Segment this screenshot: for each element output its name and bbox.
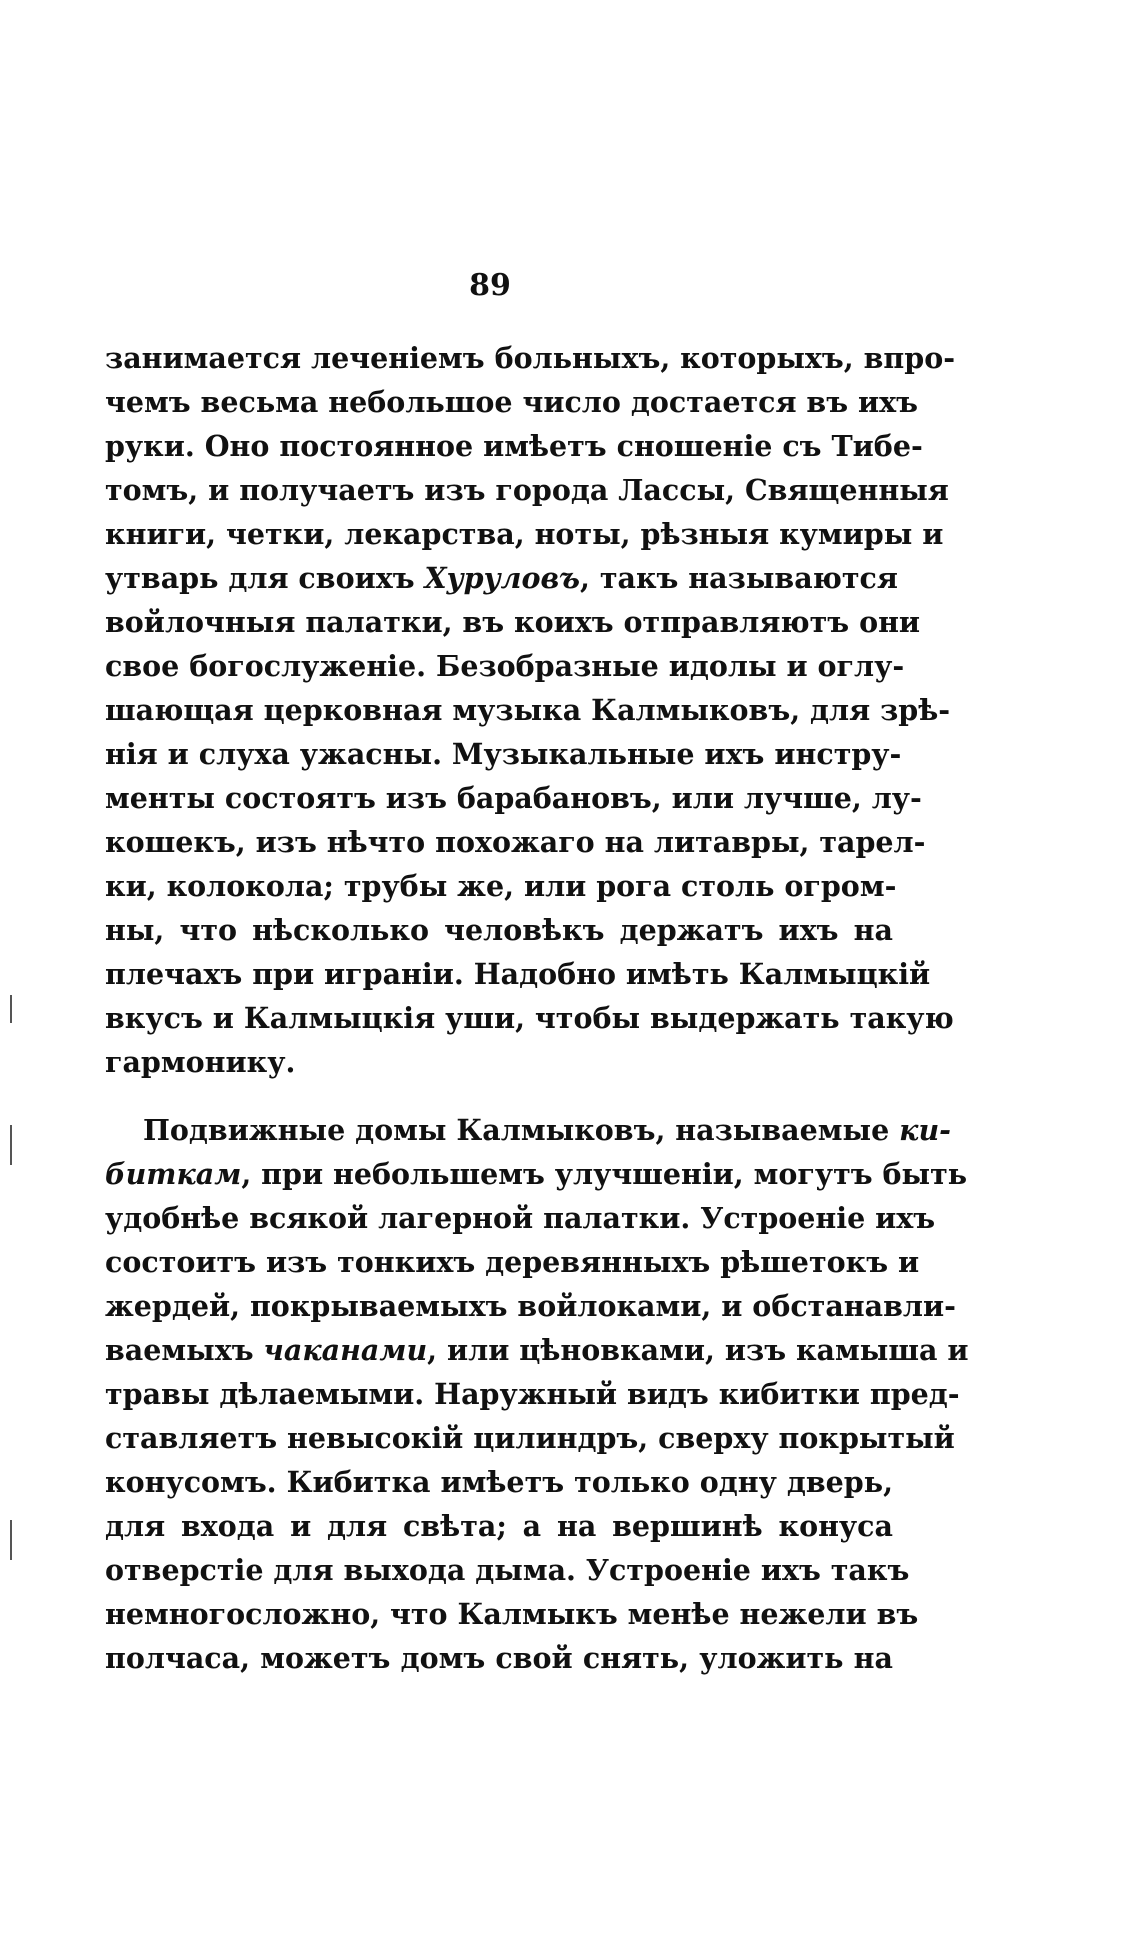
text-line: для входа и для свѣта; а на вершинѣ конуса [105, 1509, 893, 1543]
text-segment: ваемыхъ [105, 1333, 264, 1367]
text-line: нія и слуха ужасны. Музыкальные ихъ инстру- [105, 737, 902, 771]
margin-scan-mark [10, 1125, 12, 1165]
text-line: руки. Оно постоянное имѣетъ сношеніе съ Тибе- [105, 429, 923, 463]
text-line: ставляетъ невысокій цилиндръ, сверху покрытый [105, 1421, 955, 1455]
text-line: томъ, и получаетъ изъ города Лассы, Священныя [105, 473, 949, 507]
italic-term-chakan: чаканами [263, 1333, 428, 1367]
text-line: ны, что нѣсколько человѣкъ держатъ ихъ на [105, 913, 893, 947]
text-line: удобнѣе всякой лагерной палатки. Устроеніе ихъ [105, 1201, 936, 1235]
text-line: книги, четки, лекарства, ноты, рѣзныя кумиры и [105, 517, 944, 551]
text-line: жердей, покрываемыхъ войлоками, и обстанавли- [105, 1289, 956, 1323]
text-segment: Подвижные домы Калмыковъ, называемые [143, 1113, 900, 1147]
paragraph-1 [105, 336, 956, 1084]
text-line: ки, колокола; трубы же, или рога столь огром- [105, 869, 897, 903]
paragraph-2 [105, 1108, 969, 1680]
text-line [105, 1328, 969, 1372]
italic-term-kibitka: ки- [899, 1113, 951, 1147]
text-segment: , при небольшемъ улучшеніи, могутъ быть [241, 1157, 968, 1191]
text-line: чемъ весьма небольшое число достается въ ихъ [105, 385, 919, 419]
italic-term-khurul: Хуруловъ [424, 561, 580, 595]
text-line: гармонику. [105, 1045, 296, 1079]
text-line: немногосложно, что Калмыкъ менѣе нежели въ [105, 1597, 919, 1631]
text-line: состоитъ изъ тонкихъ деревянныхъ рѣшетокъ и [105, 1245, 920, 1279]
text-segment: утварь для своихъ [105, 561, 425, 595]
text-line: войлочныя палатки, въ коихъ отправляютъ они [105, 605, 921, 639]
text-line: занимается леченіемъ больныхъ, которыхъ, впро- [105, 341, 956, 375]
text-line: травы дѣлаемыми. Наружный видъ кибитки пред- [105, 1377, 960, 1411]
text-line [105, 556, 898, 600]
margin-scan-mark [10, 995, 12, 1023]
italic-term-kibitka-cont: биткам [105, 1157, 242, 1191]
text-line: менты состоятъ изъ барабановъ, или лучше, лу- [105, 781, 922, 815]
text-segment: , такъ называются [579, 561, 898, 595]
text-line: кошекъ, изъ нѣчто похожаго на литавры, тарел- [105, 825, 926, 859]
margin-scan-mark [10, 1520, 12, 1560]
text-line: конусомъ. Кибитка имѣетъ только одну дверь, [105, 1465, 893, 1499]
text-line: шающая церковная музыка Калмыковъ, для зрѣ- [105, 693, 951, 727]
text-line: свое богослуженіе. Безобразные идолы и оглу- [105, 649, 905, 683]
text-line: полчаса, можетъ домъ свой снять, уложить на [105, 1641, 893, 1675]
text-line: плечахъ при играніи. Надобно имѣть Калмыцкій [105, 957, 931, 991]
text-line: отверстіе для выхода дыма. Устроеніе ихъ такъ [105, 1553, 910, 1587]
text-line: вкусъ и Калмыцкія уши, чтобы выдержать такую [105, 1001, 954, 1035]
text-segment: , или цѣновками, изъ камыша и [427, 1333, 969, 1367]
page-number: 89 [469, 268, 511, 303]
text-line [105, 1108, 951, 1152]
text-line [105, 1152, 968, 1196]
